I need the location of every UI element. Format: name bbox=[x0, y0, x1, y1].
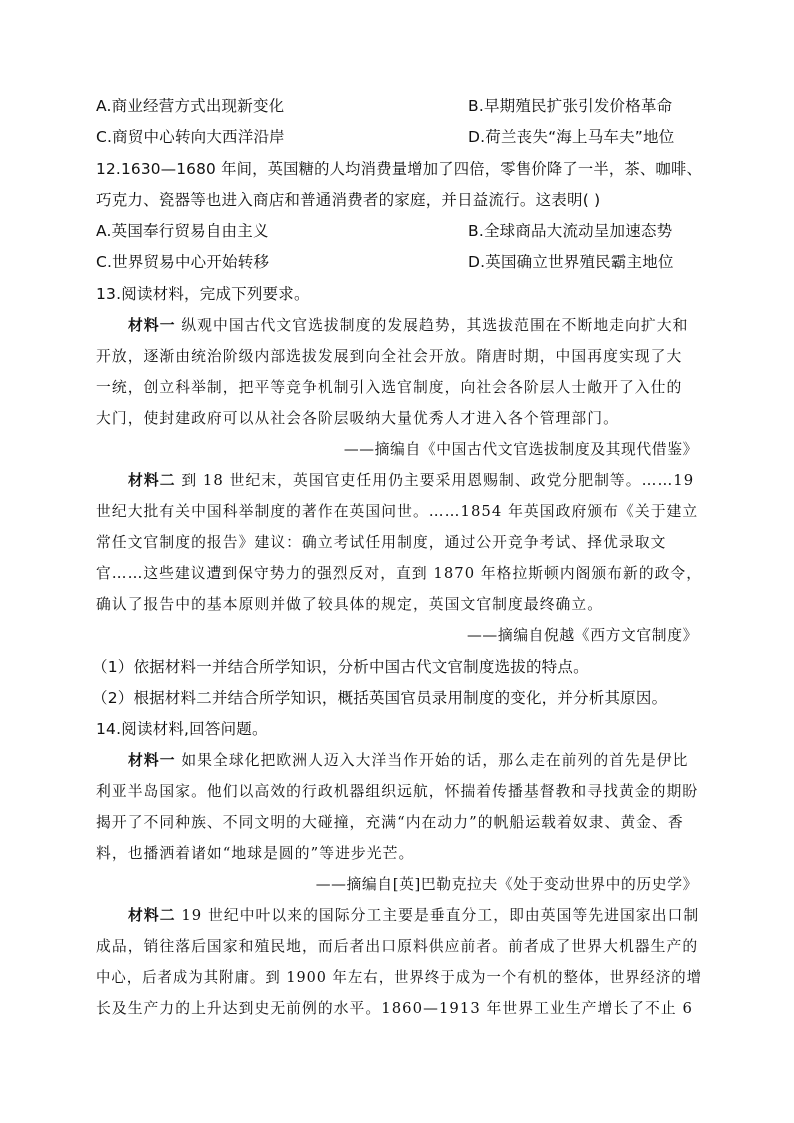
q14-material2-label: 材料二 bbox=[128, 907, 176, 924]
q12-option-b: B.全球商品大流动呈加速态势 bbox=[468, 222, 673, 240]
q12-stem-line2: 巧克力、瓷器等也进入商店和普通消费者的家庭，并日益流行。这表明( ) bbox=[96, 191, 601, 209]
q12-option-a: A.英国奉行贸易自由主义 bbox=[96, 222, 269, 240]
q12-option-d: D.英国确立世界殖民霸主地位 bbox=[468, 253, 674, 271]
q11-option-b: B.早期殖民扩张引发价格革命 bbox=[468, 97, 673, 115]
q14-material1-line4: 料，也播洒着诸如“地球是圆的”等进步光芒。 bbox=[96, 845, 415, 862]
q13-requirement-2: （2）根据材料二并结合所学知识，概括英国官员录用制度的变化，并分析其原因。 bbox=[92, 689, 668, 707]
q14-stem: 14.阅读材料,回答问题。 bbox=[96, 720, 268, 738]
q13-material2-source: ——摘编自倪越《西方文官制度》 bbox=[467, 627, 698, 644]
q13-material1-label: 材料一 bbox=[128, 317, 176, 334]
q13-material1-line3: 一统，创立科举制，把平等竞争机制引入选官制度，向社会各阶层人士敞开了入仕的 bbox=[96, 379, 683, 396]
q11-option-d: D.荷兰丧失“海上马车夫”地位 bbox=[468, 128, 675, 146]
q13-material1-source: ——摘编自《中国古代文官选拔制度及其现代借鉴》 bbox=[343, 441, 698, 458]
q14-material2-line1: 材料二 19 世纪中叶以来的国际分工主要是垂直分工，即由英国等先进国家出口制 bbox=[128, 907, 700, 924]
q12-stem-line1: 12.1630—1680 年间，英国糖的人均消费量增加了四倍，零售价降了一半，茶、咖啡、 bbox=[96, 160, 702, 178]
q13-material1-line2: 开放，逐渐由统治阶级内部选拔发展到向全社会开放。隋唐时期，中国再度实现了大 bbox=[96, 348, 683, 365]
q12-options-row2 bbox=[96, 250, 674, 274]
q14-material1-line3: 揭开了不同种族、不同文明的大碰撞，充满“内在动力”的帆船运载着奴隶、黄金、香 bbox=[96, 814, 684, 831]
q11-option-c: C.商贸中心转向大西洋沿岸 bbox=[96, 128, 285, 146]
q12-option-c: C.世界贸易中心开始转移 bbox=[96, 253, 270, 271]
q13-material2-label: 材料二 bbox=[128, 472, 176, 489]
q14-material2-line4: 长及生产力的上升达到史无前例的水平。1860—1913 年世界工业生产增长了不止 6 bbox=[96, 1000, 693, 1017]
q11-options-row1 bbox=[96, 94, 673, 118]
q13-material2-line2: 世纪大批有关中国科举制度的著作在英国问世。……1854 年英国政府颁布《关于建立 bbox=[96, 503, 699, 520]
q14-material1-source: ——摘编自[英]巴勒克拉夫《处于变动世界中的历史学》 bbox=[315, 876, 698, 893]
q13-requirement-1: （1）依据材料一并结合所学知识，分析中国古代文官制度选拔的特点。 bbox=[92, 658, 589, 676]
q14-material2-line2: 成品，销往落后国家和殖民地，而后者出口原料供应前者。前者成了世界大机器生产的 bbox=[96, 938, 699, 955]
q14-material2-line3: 中心，后者成为其附庸。到 1900 年左右，世界终于成为一个有机的整体，世界经济的增 bbox=[96, 969, 703, 986]
q14-material1-label: 材料一 bbox=[128, 752, 176, 769]
q13-material2-line3: 常任文官制度的报告》建议：确立考试任用制度，通过公开竞争考试、择优录取文 bbox=[96, 534, 667, 551]
q12-options-row1 bbox=[96, 219, 673, 243]
q13-material2-line1: 材料二 到 18 世纪末，英国官吏任用仍主要采用恩赐制、政党分肥制等。……19 bbox=[128, 472, 695, 489]
q14-material1-line2: 利亚半岛国家。他们以高效的行政机器组织远航，怀揣着传播基督教和寻找黄金的期盼 bbox=[96, 783, 699, 800]
q14-material1-line1: 材料一 如果全球化把欧洲人迈入大洋当作开始的话，那么走在前列的首先是伊比 bbox=[128, 752, 689, 769]
q13-material1-line4: 大门，使封建政府可以从社会各阶层吸纳大量优秀人才进入各个管理部门。 bbox=[96, 410, 619, 427]
q13-material2-line5: 确认了报告中的基本原则并做了较具体的规定，英国文官制度最终确立。 bbox=[96, 596, 604, 613]
q11-option-a: A.商业经营方式出现新变化 bbox=[96, 97, 285, 115]
q13-material2-line4: 官……这些建议遭到保守势力的强烈反对，直到 1870 年格拉斯顿内阁颁布新的政令， bbox=[96, 565, 703, 582]
q13-stem: 13.阅读材料，完成下列要求。 bbox=[96, 285, 310, 303]
q13-material1-line1: 材料一 纵观中国古代文官选拔制度的发展趋势，其选拔范围在不断地走向扩大和 bbox=[128, 317, 689, 334]
q11-options-row2 bbox=[96, 125, 675, 149]
